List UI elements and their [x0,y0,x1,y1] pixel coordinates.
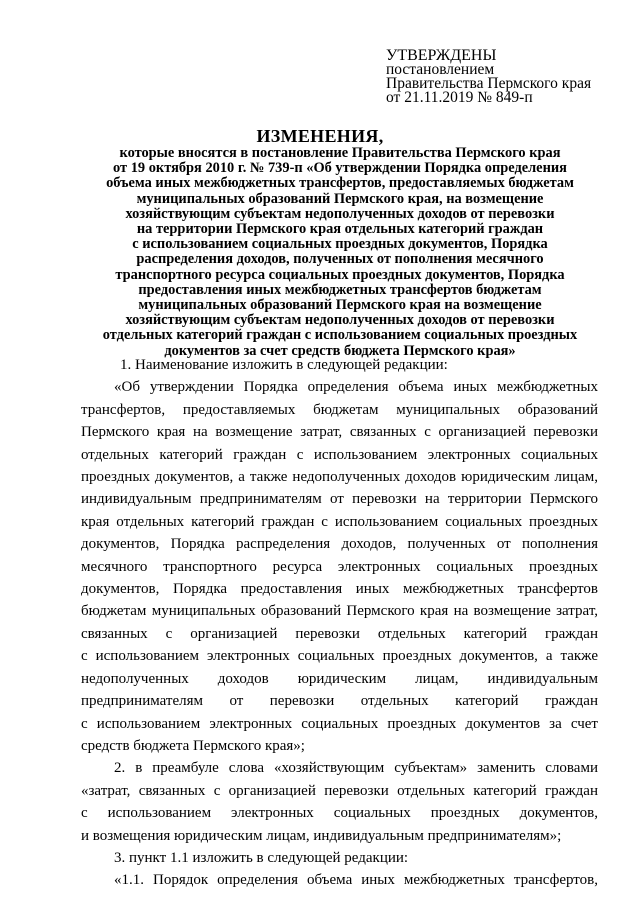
subtitle-line: хозяйствующим субъектам недополученных доходов от перевозки [125,205,555,222]
paragraph-quote-line: средств бюджета Пермского края»; [81,737,305,754]
paragraph-2-line: с использованием электронных социальных проездных документов, [81,805,598,822]
paragraph-quote-line: месячного транспортного ресурса электронных социальных проездных [81,558,598,575]
subtitle-line: документов за счет средств бюджета Пермского края» [164,342,516,359]
subtitle-line: предоставления иных межбюджетных трансфертов бюджетам [138,281,542,298]
paragraph-quote-line: связанных с организацией перевозки отдельных категорий граждан [81,625,598,642]
paragraph-quote-line: бюджетам муниципальных образований Пермского края на возмещение затрат, [81,603,598,620]
subtitle-line: отдельных категорий граждан с использованием социальных проездных [102,327,578,344]
paragraph-quote-line: «Об утверждении Порядка определения объема иных межбюджетных [114,379,598,396]
approval-line: Правительства Пермского края [386,75,592,92]
document-title: ИЗМЕНЕНИЯ, [256,126,384,146]
paragraph-quote-line: проездных документов, а также недополученных доходов юридическим лицам, [81,469,598,486]
approval-line: постановлением [386,61,495,78]
paragraph-3-line: 3. пункт 1.1 изложить в следующей редакции: [114,849,409,866]
paragraph-quote-line: с использованием электронных социальных проездных документов, а также [81,648,598,665]
subtitle-line: на территории Пермского края отдельных категорий граждан [136,221,544,238]
paragraph-quote-line: края отдельных категорий граждан с использованием социальных проездных [81,513,598,530]
paragraph-2-line: и возмещения юридическим лицам, индивидуальным предпринимателям»; [81,827,562,844]
paragraph-quote-line: с использованием электронных социальных проездных документов за счет [81,715,598,732]
document-subtitle [80,146,600,359]
paragraph-1-line: 1. Наименование изложить в следующей редакции: [120,357,448,373]
subtitle-line: хозяйствующим субъектам недополученных доходов от перевозки [125,312,555,329]
paragraph-quote-line: недополученных доходов юридическим лицам, индивидуальным [81,670,598,687]
paragraph-quote-line: отдельных категорий граждан с использованием электронных социальных [81,446,598,463]
subtitle-line: муниципальных образований Пермского края на возмещение [138,297,542,314]
subtitle-line: которые вносятся в постановление Правительства Пермского края [119,145,561,161]
subtitle-line: с использованием социальных проездных документов, Порядка [132,236,548,253]
subtitle-line: от 19 октября 2010 г. № 739-п «Об утверждении Порядка определения [113,160,567,177]
paragraph-2-line: 2. в преамбуле слова «хозяйствующим субъектам» заменить словами [114,760,598,777]
subtitle-line: транспортного ресурса социальных проездных документов, Порядка [115,266,565,283]
paragraph-quote-line: документов, Порядка предоставления иных межбюджетных трансфертов [81,581,598,598]
paragraph-quote-line: Пермского края на возмещение затрат, связанных с организацией перевозки [81,424,598,441]
document-body [81,354,598,892]
paragraph-quote-line: трансфертов, предоставляемых бюджетам муниципальных образований [81,401,598,418]
subtitle-line: муниципальных образований Пермского края, на возмещение [136,190,544,207]
paragraph-quote-line: индивидуальным предпринимателям от перевозки на территории Пермского [81,491,598,508]
paragraph-quote-line: предпринимателям от перевозки отдельных категорий граждан [81,693,598,710]
paragraph-3-quote-line: «1.1. Порядок определения объема иных межбюджетных трансфертов, [114,872,598,889]
paragraph-2-line: «затрат, связанных с организацией перевозки отдельных категорий граждан [81,782,598,799]
subtitle-line: объема иных межбюджетных трансфертов, предоставляемых бюджетам [106,175,574,192]
paragraph-quote-line: документов, Порядка распределения доходов, полученных от пополнения [81,536,598,553]
subtitle-line: распределения доходов, полученных от пополнения месячного [136,251,544,268]
approval-stamp [386,48,591,105]
approval-heading: УТВЕРЖДЕНЫ [386,47,497,64]
approval-date-line: от 21.11.2019 № 849-п [386,89,533,106]
